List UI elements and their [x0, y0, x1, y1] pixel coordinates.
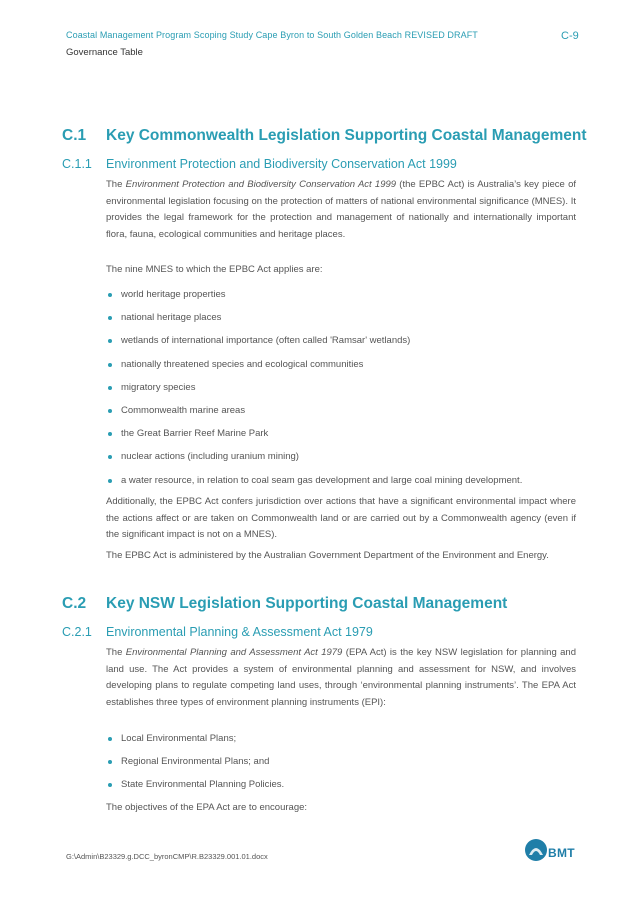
bullet-icon [108, 432, 112, 436]
bullet-icon [108, 737, 112, 741]
page-number: C-9 [561, 30, 579, 42]
bullet-icon [108, 479, 112, 483]
section-number: C.2 [62, 595, 87, 612]
list-item: Regional Environmental Plans; and [106, 754, 586, 777]
document-title: Coastal Management Program Scoping Study Cape Byron to South Golden Beach REVISED DRAFT [66, 30, 478, 40]
list-item: a water resource, in relation to coal seam gas development and large coal mining development. [106, 473, 586, 496]
epa-intro-paragraph: The Environmental Planning and Assessment Act 1979 (EPA Act) is the key NSW legislation for planning and land use. The Act provides a system of environmental planning and assessment for NSW, and involves developing plans to regulate competing land uses, through ‘environmental planning instruments’. The EPA Act establishes three types of environment planning instruments (EPI): [106, 647, 576, 708]
subsection-number: C.1.1 [62, 157, 92, 171]
section-heading-c2 [62, 595, 507, 613]
subsection-heading-c1-1 [62, 157, 457, 171]
subsection-title: Environmental Planning & Assessment Act 1979 [106, 625, 373, 639]
mnes-list [106, 287, 586, 496]
bullet-icon [108, 783, 112, 787]
section-title: Key NSW Legislation Supporting Coastal Management [106, 595, 508, 612]
list-item: Commonwealth marine areas [106, 403, 586, 426]
epa-objectives-intro: The objectives of the EPA Act are to encourage: [106, 802, 308, 813]
list-item: world heritage properties [106, 287, 586, 310]
bullet-icon [108, 409, 112, 413]
logo-text: BMT [548, 846, 575, 860]
epbc-jurisdiction-paragraph: Additionally, the EPBC Act confers jurisdiction over actions that have a significant environmental impact where the actions affect or are taken on Commonwealth land or are carried out by a Commonwealth agency (even if the significant impact is not on a MNES). [106, 496, 576, 541]
list-item: nuclear actions (including uranium mining) [106, 449, 586, 472]
epbc-intro-paragraph: The Environment Protection and Biodiversity Conservation Act 1999 (the EPBC Act) is Australia’s key piece of environmental legislation focusing on the protection of matters of national environmental significance (MNES). It provides the legal framework for the protection and management of nationally and internationally important flora, fauna, ecological communities and heritage places. [106, 179, 576, 240]
mnes-list-intro: The nine MNES to which the EPBC Act applies are: [106, 264, 323, 275]
document-subtitle: Governance Table [66, 47, 143, 58]
file-path: G:\Admin\B23329.g.DCC_byronCMP\R.B23329.001.01.docx [66, 852, 268, 861]
subsection-title: Environment Protection and Biodiversity Conservation Act 1999 [106, 157, 457, 171]
bullet-icon [108, 339, 112, 343]
list-item: migratory species [106, 380, 586, 403]
list-item: wetlands of international importance (often called 'Ramsar' wetlands) [106, 333, 586, 356]
bullet-icon [108, 760, 112, 764]
section-title: Key Commonwealth Legislation Supporting Coastal Management [106, 127, 587, 144]
act-name-italic: Environmental Planning and Assessment Act 1979 [125, 647, 343, 658]
epi-list [106, 731, 586, 801]
subsection-heading-c2-1 [62, 625, 373, 639]
section-number: C.1 [62, 127, 87, 144]
section-heading-c1 [62, 127, 587, 145]
list-item: nationally threatened species and ecological communities [106, 357, 586, 380]
bullet-icon [108, 363, 112, 367]
bullet-icon [108, 386, 112, 390]
bullet-icon [108, 293, 112, 297]
subsection-number: C.2.1 [62, 625, 92, 639]
act-name-italic: Environment Protection and Biodiversity Conservation Act 1999 [125, 179, 397, 190]
list-item: national heritage places [106, 310, 586, 333]
epbc-administration-paragraph: The EPBC Act is administered by the Australian Government Department of the Environment and Energy. [106, 550, 549, 561]
list-item: State Environmental Planning Policies. [106, 777, 586, 800]
list-item: the Great Barrier Reef Marine Park [106, 426, 586, 449]
list-item: Local Environmental Plans; [106, 731, 586, 754]
bullet-icon [108, 455, 112, 459]
bullet-icon [108, 316, 112, 320]
